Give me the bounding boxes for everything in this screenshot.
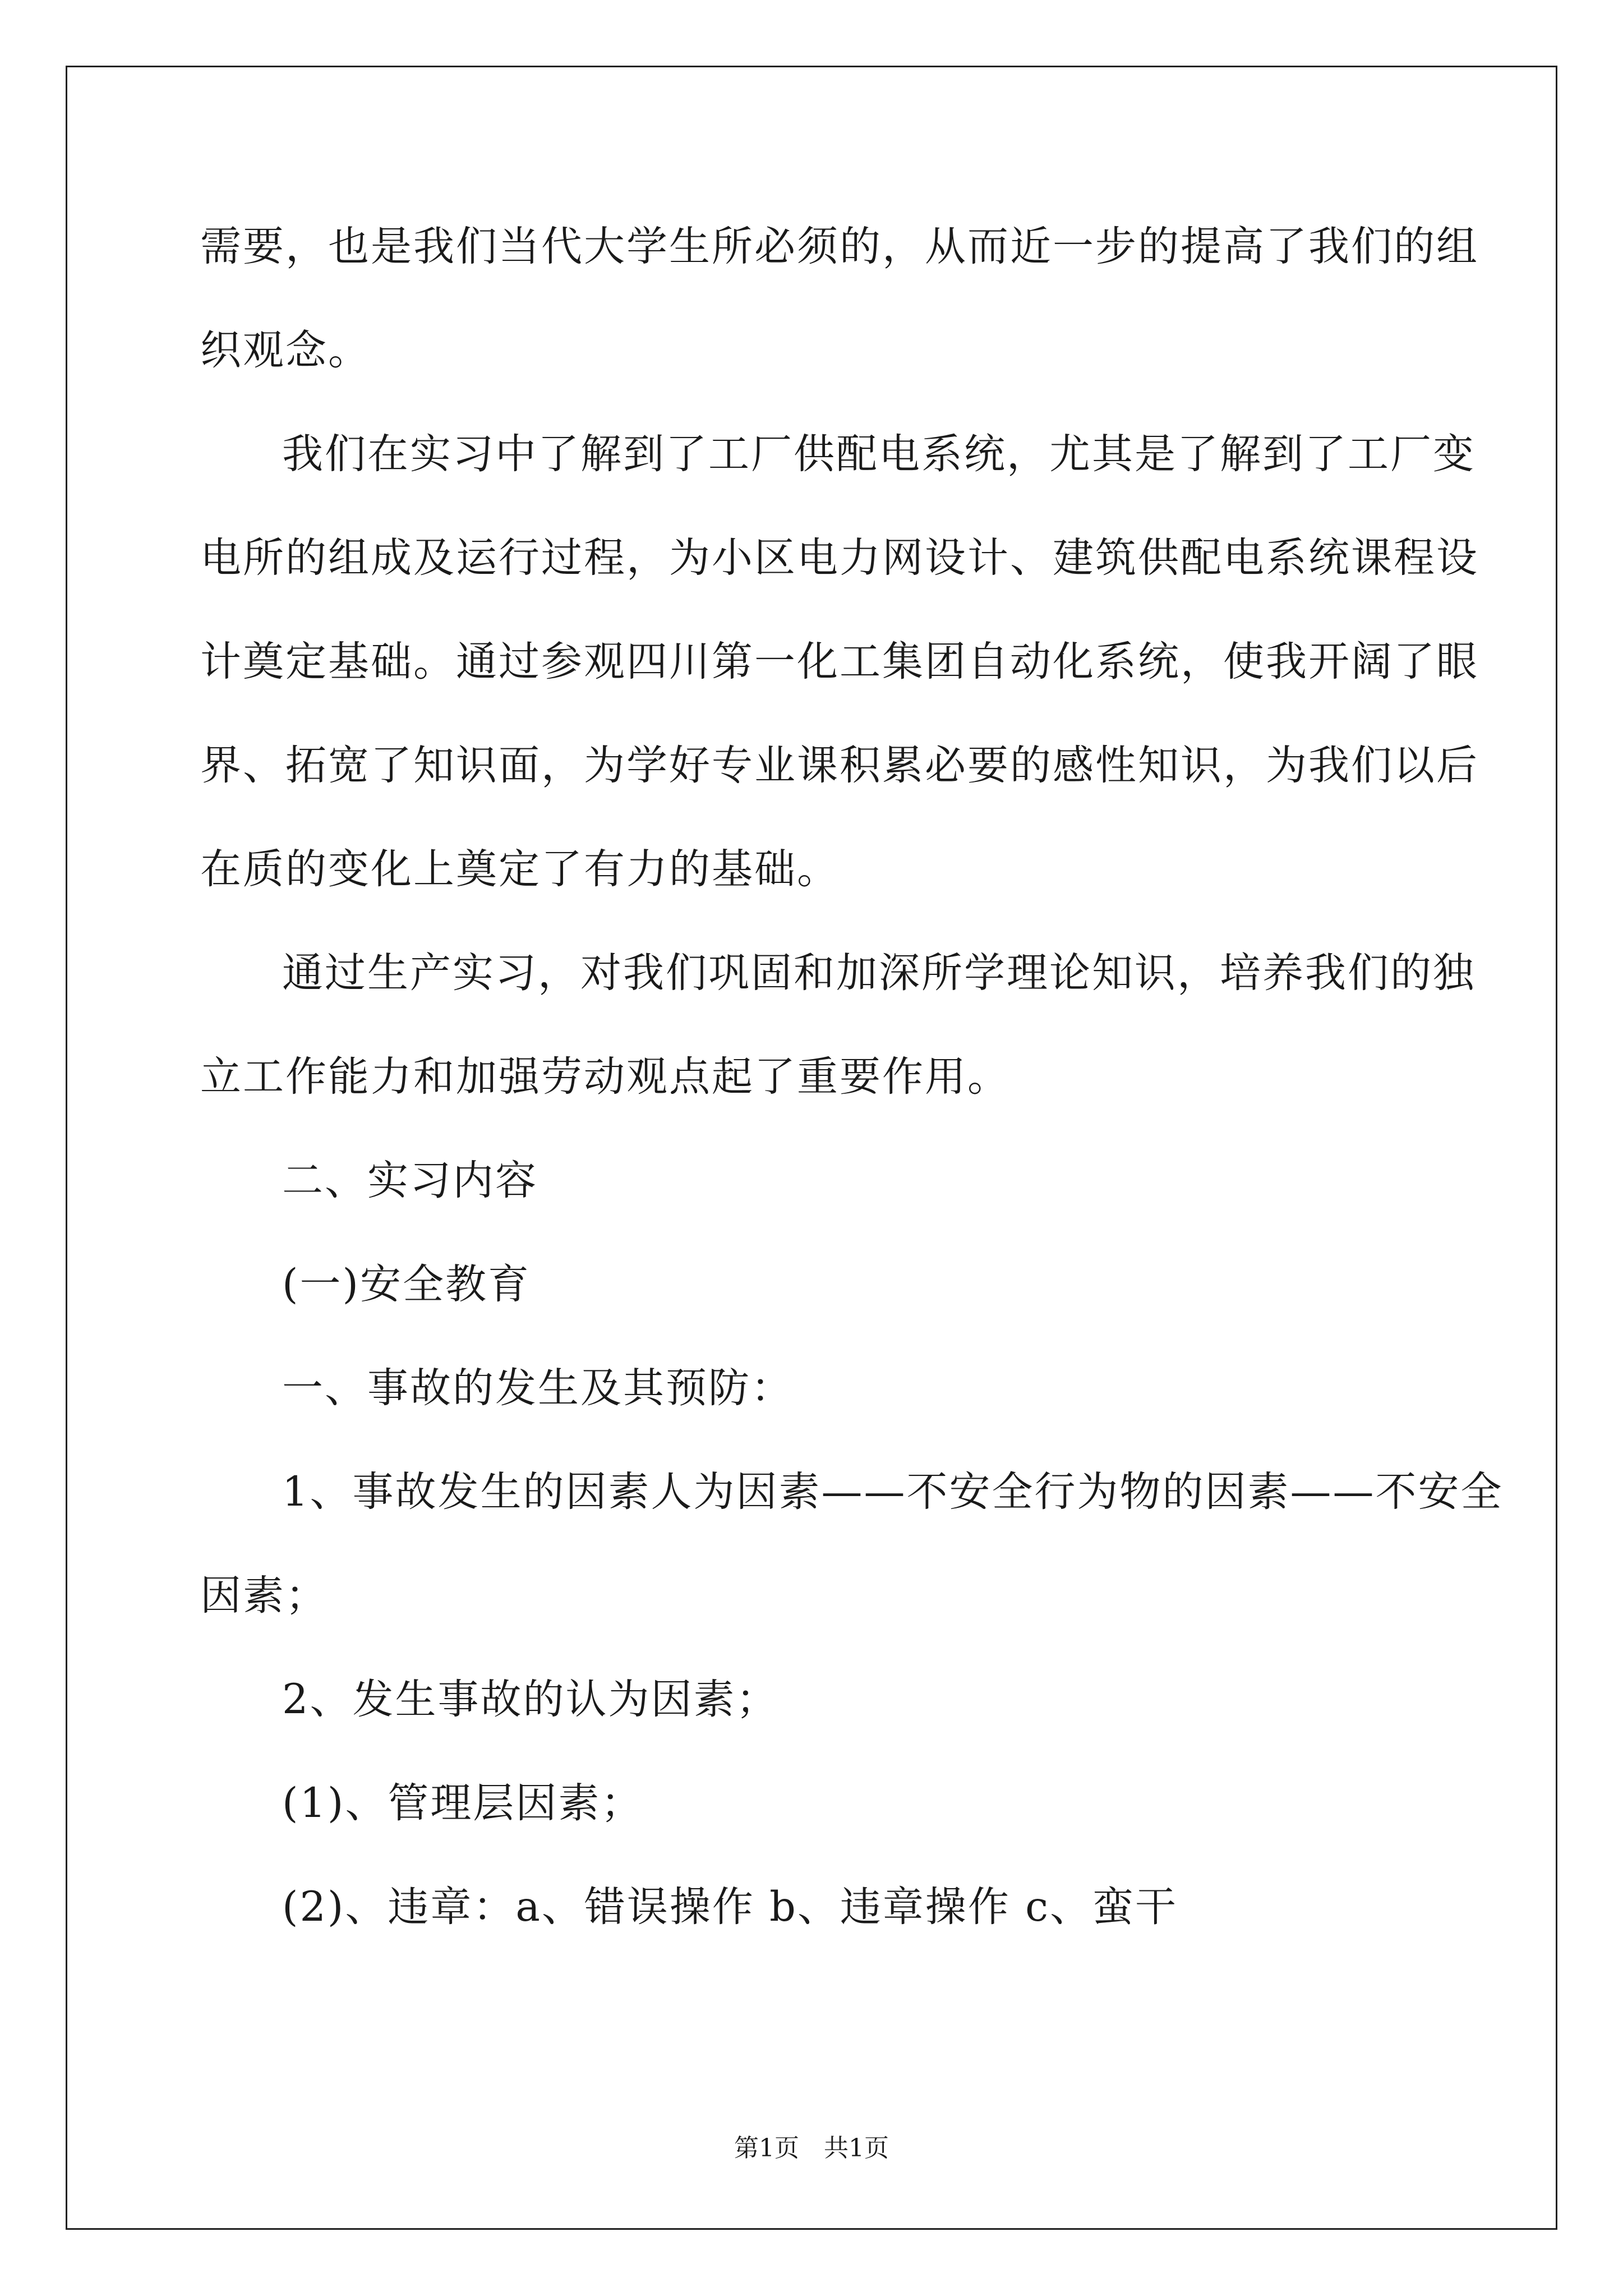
text-line: 计奠定基础。通过参观四川第一化工集团自动化系统，使我开阔了眼 (200, 638, 1479, 685)
section-heading: 二、实习内容 (282, 1157, 538, 1204)
text-line: 立工作能力和加强劳动观点起了重要作用。 (200, 1053, 1010, 1101)
page-number-footer: 第1页 共1页 (734, 2134, 889, 2162)
text-line: 因素； (200, 1572, 328, 1619)
text-line: 我们在实习中了解到了工厂供配电系统，尤其是了解到了工厂变 (282, 430, 1476, 478)
text-line: 2、发生事故的认为因素； (282, 1676, 779, 1723)
text-line: 一、事故的发生及其预防： (282, 1364, 794, 1412)
text-line: 电所的组成及运行过程，为小区电力网设计、建筑供配电系统课程设 (200, 534, 1479, 582)
text-line: (2)、违章：a、错误操作 b、违章操作 c、蛮干 (282, 1883, 1178, 1931)
text-line: (1)、管理层因素； (282, 1779, 644, 1827)
text-line: 界、拓宽了知识面，为学好专业课积累必要的感性知识，为我们以后 (200, 742, 1479, 789)
text-line: 在质的变化上奠定了有力的基础。 (200, 845, 840, 893)
text-line: 织观念。 (200, 326, 371, 374)
text-line: 需要，也是我们当代大学生所必须的，从而近一步的提高了我们的组 (200, 223, 1479, 270)
subsection-heading: (一)安全教育 (282, 1260, 531, 1308)
text-line: 1、事故发生的因素人为因素——不安全行为物的因素——不安全 (282, 1468, 1504, 1516)
text-line: 通过生产实习，对我们巩固和加深所学理论知识，培养我们的独 (282, 949, 1476, 997)
